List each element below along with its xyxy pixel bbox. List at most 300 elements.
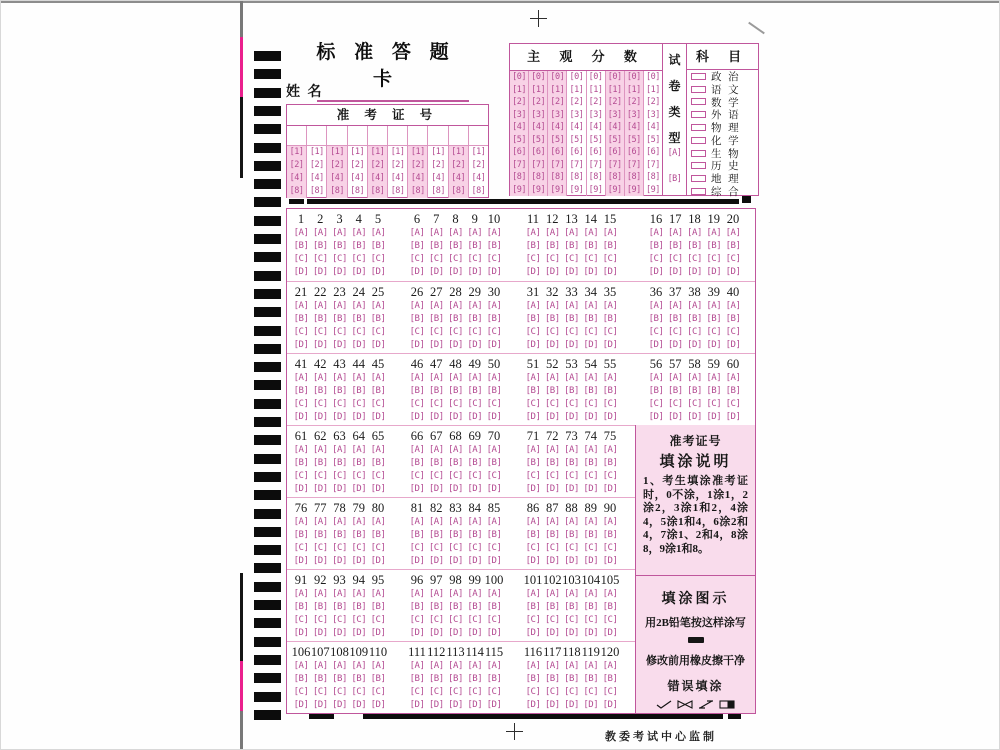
answer-bubble-b-q34[interactable]: [B] xyxy=(583,314,599,324)
answer-bubble-b-q52[interactable]: [B] xyxy=(544,386,560,396)
answer-bubble-c-q53[interactable]: [C] xyxy=(564,399,579,409)
answer-bubble-c-q76[interactable]: [C] xyxy=(293,543,309,553)
answer-bubble-b-q101[interactable]: [B] xyxy=(525,602,541,612)
answer-bubble-c-q42[interactable]: [C] xyxy=(312,399,328,409)
score-bubble[interactable]: [2] xyxy=(512,97,526,107)
answer-bubble-d-q59[interactable]: [D] xyxy=(706,412,722,422)
answer-bubble-b-q21[interactable]: [B] xyxy=(293,314,309,324)
score-bubble[interactable]: [1] xyxy=(646,84,660,95)
answer-bubble-c-q102[interactable]: [C] xyxy=(544,615,560,625)
answer-bubble-a-q6[interactable]: [A] xyxy=(409,228,425,238)
answer-bubble-a-q105[interactable]: [A] xyxy=(602,589,618,599)
answer-bubble-b-q44[interactable]: [B] xyxy=(351,386,367,396)
answer-bubble-d-q14[interactable]: [D] xyxy=(583,267,599,277)
answer-bubble-c-q15[interactable]: [C] xyxy=(602,254,618,264)
answer-bubble-c-q46[interactable]: [C] xyxy=(409,399,425,409)
answer-bubble-c-q13[interactable]: [C] xyxy=(564,254,579,264)
subject-checkbox[interactable] xyxy=(691,175,706,182)
answer-bubble-c-q80[interactable]: [C] xyxy=(370,543,386,553)
answer-bubble-a-q51[interactable]: [A] xyxy=(525,373,541,383)
answer-bubble-c-q40[interactable]: [C] xyxy=(725,327,741,337)
answer-bubble-a-q3[interactable]: [A] xyxy=(332,228,347,238)
answer-bubble-a-q99[interactable]: [A] xyxy=(467,589,483,599)
answer-bubble-c-q115[interactable]: [C] xyxy=(486,687,502,697)
answer-bubble-a-q37[interactable]: [A] xyxy=(667,301,683,311)
answer-bubble-b-q83[interactable]: [B] xyxy=(448,530,463,540)
answer-bubble-c-q109[interactable]: [C] xyxy=(351,687,367,697)
answer-bubble-a-q21[interactable]: [A] xyxy=(293,301,309,311)
answer-bubble-c-q83[interactable]: [C] xyxy=(448,543,463,553)
answer-bubble-c-q1[interactable]: [C] xyxy=(293,254,309,264)
answer-bubble-c-q10[interactable]: [C] xyxy=(486,254,502,264)
admission-bubble[interactable]: [8] xyxy=(431,186,445,196)
answer-bubble-d-q27[interactable]: [D] xyxy=(428,340,444,350)
answer-bubble-c-q71[interactable]: [C] xyxy=(525,471,541,481)
answer-bubble-a-q64[interactable]: [A] xyxy=(351,445,367,455)
answer-bubble-c-q16[interactable]: [C] xyxy=(648,254,664,264)
answer-bubble-c-q35[interactable]: [C] xyxy=(602,327,618,337)
answer-bubble-a-q67[interactable]: [A] xyxy=(428,445,444,455)
answer-bubble-c-q18[interactable]: [C] xyxy=(687,254,702,264)
answer-bubble-d-q15[interactable]: [D] xyxy=(602,267,618,277)
answer-bubble-b-q31[interactable]: [B] xyxy=(525,314,541,324)
answer-bubble-d-q73[interactable]: [D] xyxy=(564,484,579,494)
answer-bubble-d-q50[interactable]: [D] xyxy=(486,412,502,422)
admission-bubble[interactable]: [8] xyxy=(471,186,486,196)
answer-bubble-a-q5[interactable]: [A] xyxy=(370,228,386,238)
answer-bubble-d-q110[interactable]: [D] xyxy=(370,700,386,710)
answer-bubble-b-q81[interactable]: [B] xyxy=(409,530,425,540)
answer-bubble-a-q19[interactable]: [A] xyxy=(706,228,722,238)
admission-digit-cell[interactable] xyxy=(388,126,407,146)
score-bubble[interactable]: [5] xyxy=(588,134,603,145)
answer-bubble-a-q73[interactable]: [A] xyxy=(564,445,579,455)
answer-bubble-c-q12[interactable]: [C] xyxy=(544,254,560,264)
score-bubble[interactable]: [6] xyxy=(607,147,622,157)
score-bubble[interactable]: [4] xyxy=(531,122,546,132)
admission-bubble[interactable]: [4] xyxy=(390,173,405,183)
answer-bubble-a-q40[interactable]: [A] xyxy=(725,301,741,311)
answer-bubble-b-q2[interactable]: [B] xyxy=(312,241,328,251)
answer-bubble-a-q120[interactable]: [A] xyxy=(602,661,618,671)
score-bubble[interactable]: [7] xyxy=(512,159,526,170)
answer-bubble-b-q72[interactable]: [B] xyxy=(544,458,560,468)
admission-bubble[interactable]: [1] xyxy=(330,147,344,157)
answer-bubble-d-q91[interactable]: [D] xyxy=(293,628,309,638)
answer-bubble-b-q10[interactable]: [B] xyxy=(486,241,502,251)
answer-bubble-c-q96[interactable]: [C] xyxy=(409,615,425,625)
admission-bubble[interactable]: [8] xyxy=(390,186,405,196)
answer-bubble-d-q5[interactable]: [D] xyxy=(370,267,386,277)
answer-bubble-c-q106[interactable]: [C] xyxy=(293,687,309,697)
score-bubble[interactable]: [6] xyxy=(550,147,565,157)
answer-bubble-c-q7[interactable]: [C] xyxy=(428,254,444,264)
answer-bubble-d-q80[interactable]: [D] xyxy=(370,556,386,566)
answer-bubble-b-q100[interactable]: [B] xyxy=(486,602,502,612)
answer-bubble-a-q48[interactable]: [A] xyxy=(448,373,463,383)
admission-bubble[interactable]: [1] xyxy=(309,147,324,157)
admission-bubble[interactable]: [2] xyxy=(289,160,304,170)
score-bubble[interactable]: [3] xyxy=(626,109,641,120)
score-bubble[interactable]: [9] xyxy=(626,184,641,195)
answer-bubble-b-q109[interactable]: [B] xyxy=(351,674,367,684)
answer-bubble-b-q97[interactable]: [B] xyxy=(428,602,444,612)
name-input-line[interactable] xyxy=(317,100,469,102)
admission-digit-cell[interactable] xyxy=(469,126,488,146)
answer-bubble-b-q87[interactable]: [B] xyxy=(544,530,560,540)
answer-bubble-c-q37[interactable]: [C] xyxy=(667,327,683,337)
answer-bubble-a-q78[interactable]: [A] xyxy=(332,517,347,527)
score-bubble[interactable]: [1] xyxy=(626,84,641,95)
answer-bubble-d-q115[interactable]: [D] xyxy=(486,700,502,710)
answer-bubble-b-q50[interactable]: [B] xyxy=(486,386,502,396)
subject-checkbox[interactable] xyxy=(691,111,706,118)
score-bubble[interactable]: [4] xyxy=(512,122,526,132)
score-bubble[interactable]: [8] xyxy=(569,172,584,182)
answer-bubble-a-q8[interactable]: [A] xyxy=(448,228,463,238)
answer-bubble-d-q25[interactable]: [D] xyxy=(370,340,386,350)
answer-bubble-d-q57[interactable]: [D] xyxy=(667,412,683,422)
answer-bubble-a-q74[interactable]: [A] xyxy=(583,445,599,455)
answer-bubble-d-q81[interactable]: [D] xyxy=(409,556,425,566)
score-bubble[interactable]: [7] xyxy=(531,159,546,170)
answer-bubble-b-q57[interactable]: [B] xyxy=(667,386,683,396)
answer-bubble-b-q98[interactable]: [B] xyxy=(448,602,463,612)
answer-bubble-b-q106[interactable]: [B] xyxy=(293,674,309,684)
answer-bubble-b-q30[interactable]: [B] xyxy=(486,314,502,324)
answer-bubble-a-q106[interactable]: [A] xyxy=(293,661,309,671)
answer-bubble-d-q28[interactable]: [D] xyxy=(448,340,463,350)
answer-bubble-a-q7[interactable]: [A] xyxy=(428,228,444,238)
answer-bubble-d-q86[interactable]: [D] xyxy=(525,556,541,566)
answer-bubble-b-q99[interactable]: [B] xyxy=(467,602,483,612)
score-bubble[interactable]: [6] xyxy=(588,147,603,157)
answer-bubble-d-q19[interactable]: [D] xyxy=(706,267,722,277)
admission-bubble[interactable]: [2] xyxy=(471,160,486,170)
answer-bubble-d-q24[interactable]: [D] xyxy=(351,340,367,350)
answer-bubble-a-q44[interactable]: [A] xyxy=(351,373,367,383)
subject-checkbox[interactable] xyxy=(691,188,706,195)
answer-bubble-b-q39[interactable]: [B] xyxy=(706,314,722,324)
score-bubble[interactable]: [4] xyxy=(569,122,584,132)
answer-bubble-c-q19[interactable]: [C] xyxy=(706,254,722,264)
answer-bubble-d-q108[interactable]: [D] xyxy=(332,700,347,710)
answer-bubble-d-q62[interactable]: [D] xyxy=(312,484,328,494)
answer-bubble-c-q98[interactable]: [C] xyxy=(448,615,463,625)
answer-bubble-a-q98[interactable]: [A] xyxy=(448,589,463,599)
answer-bubble-b-q110[interactable]: [B] xyxy=(370,674,386,684)
answer-bubble-c-q66[interactable]: [C] xyxy=(409,471,425,481)
admission-bubble[interactable]: [8] xyxy=(451,186,466,196)
answer-bubble-a-q4[interactable]: [A] xyxy=(351,228,367,238)
answer-bubble-a-q87[interactable]: [A] xyxy=(544,517,560,527)
answer-bubble-d-q2[interactable]: [D] xyxy=(312,267,328,277)
answer-bubble-d-q90[interactable]: [D] xyxy=(602,556,618,566)
paper-type-bubble-b[interactable]: [B] xyxy=(667,174,682,184)
answer-bubble-b-q105[interactable]: [B] xyxy=(602,602,618,612)
answer-bubble-a-q12[interactable]: [A] xyxy=(544,228,560,238)
answer-bubble-a-q111[interactable]: [A] xyxy=(409,661,425,671)
answer-bubble-b-q91[interactable]: [B] xyxy=(293,602,309,612)
answer-bubble-b-q59[interactable]: [B] xyxy=(706,386,722,396)
answer-bubble-c-q82[interactable]: [C] xyxy=(428,543,444,553)
answer-bubble-c-q3[interactable]: [C] xyxy=(332,254,347,264)
score-bubble[interactable]: [7] xyxy=(569,159,584,170)
answer-bubble-a-q66[interactable]: [A] xyxy=(409,445,425,455)
score-bubble[interactable]: [1] xyxy=(588,84,603,95)
answer-bubble-c-q32[interactable]: [C] xyxy=(544,327,560,337)
answer-bubble-d-q75[interactable]: [D] xyxy=(602,484,618,494)
answer-bubble-b-q53[interactable]: [B] xyxy=(564,386,579,396)
answer-bubble-a-q69[interactable]: [A] xyxy=(467,445,483,455)
answer-bubble-a-q86[interactable]: [A] xyxy=(525,517,541,527)
answer-bubble-a-q94[interactable]: [A] xyxy=(351,589,367,599)
answer-bubble-b-q9[interactable]: [B] xyxy=(467,241,483,251)
answer-bubble-c-q57[interactable]: [C] xyxy=(667,399,683,409)
admission-bubble[interactable]: [1] xyxy=(431,147,445,157)
answer-bubble-c-q8[interactable]: [C] xyxy=(448,254,463,264)
answer-bubble-a-q60[interactable]: [A] xyxy=(725,373,741,383)
answer-bubble-d-q119[interactable]: [D] xyxy=(583,700,599,710)
answer-bubble-c-q43[interactable]: [C] xyxy=(332,399,347,409)
answer-bubble-b-q88[interactable]: [B] xyxy=(564,530,579,540)
answer-bubble-a-q9[interactable]: [A] xyxy=(467,228,483,238)
answer-bubble-d-q48[interactable]: [D] xyxy=(448,412,463,422)
answer-bubble-a-q68[interactable]: [A] xyxy=(448,445,463,455)
answer-bubble-d-q53[interactable]: [D] xyxy=(564,412,579,422)
answer-bubble-b-q41[interactable]: [B] xyxy=(293,386,309,396)
answer-bubble-d-q18[interactable]: [D] xyxy=(687,267,702,277)
answer-bubble-c-q20[interactable]: [C] xyxy=(725,254,741,264)
answer-bubble-b-q29[interactable]: [B] xyxy=(467,314,483,324)
admission-bubble[interactable]: [2] xyxy=(451,160,466,170)
answer-bubble-a-q39[interactable]: [A] xyxy=(706,301,722,311)
answer-bubble-a-q112[interactable]: [A] xyxy=(428,661,444,671)
answer-bubble-c-q94[interactable]: [C] xyxy=(351,615,367,625)
score-bubble[interactable]: [3] xyxy=(588,109,603,120)
answer-bubble-a-q11[interactable]: [A] xyxy=(525,228,541,238)
admission-digit-cell[interactable] xyxy=(348,126,367,146)
answer-bubble-d-q46[interactable]: [D] xyxy=(409,412,425,422)
admission-bubble[interactable]: [1] xyxy=(410,147,425,157)
score-bubble[interactable]: [1] xyxy=(607,84,622,95)
answer-bubble-c-q55[interactable]: [C] xyxy=(602,399,618,409)
score-bubble[interactable]: [2] xyxy=(588,97,603,107)
answer-bubble-b-q28[interactable]: [B] xyxy=(448,314,463,324)
answer-bubble-c-q21[interactable]: [C] xyxy=(293,327,309,337)
answer-bubble-d-q52[interactable]: [D] xyxy=(544,412,560,422)
answer-bubble-a-q90[interactable]: [A] xyxy=(602,517,618,527)
answer-bubble-a-q35[interactable]: [A] xyxy=(602,301,618,311)
answer-bubble-a-q85[interactable]: [A] xyxy=(486,517,502,527)
answer-bubble-a-q25[interactable]: [A] xyxy=(370,301,386,311)
answer-bubble-b-q37[interactable]: [B] xyxy=(667,314,683,324)
admission-digit-cell[interactable] xyxy=(368,126,387,146)
answer-bubble-c-q62[interactable]: [C] xyxy=(312,471,328,481)
answer-bubble-a-q62[interactable]: [A] xyxy=(312,445,328,455)
answer-bubble-b-q38[interactable]: [B] xyxy=(687,314,702,324)
answer-bubble-a-q54[interactable]: [A] xyxy=(583,373,599,383)
answer-bubble-d-q68[interactable]: [D] xyxy=(448,484,463,494)
answer-bubble-a-q24[interactable]: [A] xyxy=(351,301,367,311)
answer-bubble-d-q105[interactable]: [D] xyxy=(602,628,618,638)
answer-bubble-b-q102[interactable]: [B] xyxy=(544,602,560,612)
answer-bubble-a-q103[interactable]: [A] xyxy=(564,589,579,599)
score-bubble[interactable]: [0] xyxy=(569,72,584,82)
answer-bubble-d-q17[interactable]: [D] xyxy=(667,267,683,277)
answer-bubble-b-q43[interactable]: [B] xyxy=(332,386,347,396)
answer-bubble-c-q101[interactable]: [C] xyxy=(525,615,541,625)
answer-bubble-b-q86[interactable]: [B] xyxy=(525,530,541,540)
admission-bubble[interactable]: [4] xyxy=(350,173,365,183)
answer-bubble-c-q81[interactable]: [C] xyxy=(409,543,425,553)
answer-bubble-c-q65[interactable]: [C] xyxy=(370,471,386,481)
score-bubble[interactable]: [7] xyxy=(607,159,622,170)
answer-bubble-a-q71[interactable]: [A] xyxy=(525,445,541,455)
answer-bubble-c-q29[interactable]: [C] xyxy=(467,327,483,337)
answer-bubble-d-q4[interactable]: [D] xyxy=(351,267,367,277)
answer-bubble-d-q94[interactable]: [D] xyxy=(351,628,367,638)
answer-bubble-b-q47[interactable]: [B] xyxy=(428,386,444,396)
answer-bubble-b-q96[interactable]: [B] xyxy=(409,602,425,612)
admission-bubble[interactable]: [4] xyxy=(309,173,324,183)
answer-bubble-d-q103[interactable]: [D] xyxy=(564,628,579,638)
answer-bubble-b-q71[interactable]: [B] xyxy=(525,458,541,468)
answer-bubble-d-q54[interactable]: [D] xyxy=(583,412,599,422)
answer-bubble-d-q95[interactable]: [D] xyxy=(370,628,386,638)
score-bubble[interactable]: [5] xyxy=(512,134,526,145)
answer-bubble-d-q32[interactable]: [D] xyxy=(544,340,560,350)
answer-bubble-a-q58[interactable]: [A] xyxy=(687,373,702,383)
answer-bubble-b-q70[interactable]: [B] xyxy=(486,458,502,468)
answer-bubble-c-q54[interactable]: [C] xyxy=(583,399,599,409)
answer-bubble-b-q63[interactable]: [B] xyxy=(332,458,347,468)
score-bubble[interactable]: [0] xyxy=(531,72,546,82)
answer-bubble-a-q49[interactable]: [A] xyxy=(467,373,483,383)
admission-bubble[interactable]: [4] xyxy=(410,173,425,183)
score-bubble[interactable]: [3] xyxy=(569,109,584,120)
answer-bubble-b-q35[interactable]: [B] xyxy=(602,314,618,324)
answer-bubble-c-q45[interactable]: [C] xyxy=(370,399,386,409)
answer-bubble-b-q11[interactable]: [B] xyxy=(525,241,541,251)
answer-bubble-d-q70[interactable]: [D] xyxy=(486,484,502,494)
score-bubble[interactable]: [2] xyxy=(646,97,660,107)
answer-bubble-a-q31[interactable]: [A] xyxy=(525,301,541,311)
answer-bubble-b-q75[interactable]: [B] xyxy=(602,458,618,468)
answer-bubble-c-q59[interactable]: [C] xyxy=(706,399,722,409)
answer-bubble-a-q82[interactable]: [A] xyxy=(428,517,444,527)
answer-bubble-c-q93[interactable]: [C] xyxy=(332,615,347,625)
answer-bubble-b-q12[interactable]: [B] xyxy=(544,241,560,251)
answer-bubble-a-q77[interactable]: [A] xyxy=(312,517,328,527)
answer-bubble-b-q19[interactable]: [B] xyxy=(706,241,722,251)
answer-bubble-b-q24[interactable]: [B] xyxy=(351,314,367,324)
answer-bubble-d-q117[interactable]: [D] xyxy=(544,700,560,710)
answer-bubble-b-q36[interactable]: [B] xyxy=(648,314,664,324)
score-bubble[interactable]: [5] xyxy=(646,134,660,145)
admission-bubble[interactable]: [2] xyxy=(309,160,324,170)
answer-bubble-c-q22[interactable]: [C] xyxy=(312,327,328,337)
answer-bubble-a-q113[interactable]: [A] xyxy=(448,661,463,671)
answer-bubble-d-q82[interactable]: [D] xyxy=(428,556,444,566)
answer-bubble-b-q3[interactable]: [B] xyxy=(332,241,347,251)
answer-bubble-c-q33[interactable]: [C] xyxy=(564,327,579,337)
score-bubble[interactable]: [8] xyxy=(531,172,546,182)
score-bubble[interactable]: [0] xyxy=(512,72,526,82)
score-bubble[interactable]: [9] xyxy=(569,184,584,195)
subject-checkbox[interactable] xyxy=(691,86,706,93)
admission-bubble[interactable]: [8] xyxy=(410,186,425,196)
answer-bubble-d-q61[interactable]: [D] xyxy=(293,484,309,494)
answer-bubble-d-q69[interactable]: [D] xyxy=(467,484,483,494)
score-bubble[interactable]: [3] xyxy=(531,109,546,120)
answer-bubble-b-q95[interactable]: [B] xyxy=(370,602,386,612)
answer-bubble-d-q92[interactable]: [D] xyxy=(312,628,328,638)
score-bubble[interactable]: [1] xyxy=(550,84,565,95)
answer-bubble-c-q6[interactable]: [C] xyxy=(409,254,425,264)
answer-bubble-b-q60[interactable]: [B] xyxy=(725,386,741,396)
answer-bubble-a-q45[interactable]: [A] xyxy=(370,373,386,383)
answer-bubble-a-q50[interactable]: [A] xyxy=(486,373,502,383)
answer-bubble-d-q74[interactable]: [D] xyxy=(583,484,599,494)
answer-bubble-a-q28[interactable]: [A] xyxy=(448,301,463,311)
answer-bubble-b-q112[interactable]: [B] xyxy=(428,674,444,684)
answer-bubble-a-q32[interactable]: [A] xyxy=(544,301,560,311)
answer-bubble-d-q20[interactable]: [D] xyxy=(725,267,741,277)
answer-bubble-b-q13[interactable]: [B] xyxy=(564,241,579,251)
admission-bubble[interactable]: [1] xyxy=(390,147,405,157)
admission-bubble[interactable]: [1] xyxy=(451,147,466,157)
answer-bubble-c-q79[interactable]: [C] xyxy=(351,543,367,553)
answer-bubble-b-q23[interactable]: [B] xyxy=(332,314,347,324)
answer-bubble-c-q74[interactable]: [C] xyxy=(583,471,599,481)
answer-bubble-b-q92[interactable]: [B] xyxy=(312,602,328,612)
admission-bubble[interactable]: [2] xyxy=(370,160,385,170)
admission-bubble[interactable]: [8] xyxy=(350,186,365,196)
answer-bubble-a-q52[interactable]: [A] xyxy=(544,373,560,383)
answer-bubble-b-q114[interactable]: [B] xyxy=(467,674,483,684)
score-bubble[interactable]: [6] xyxy=(531,147,546,157)
answer-bubble-d-q72[interactable]: [D] xyxy=(544,484,560,494)
answer-bubble-c-q77[interactable]: [C] xyxy=(312,543,328,553)
answer-bubble-c-q48[interactable]: [C] xyxy=(448,399,463,409)
answer-bubble-d-q77[interactable]: [D] xyxy=(312,556,328,566)
answer-bubble-d-q1[interactable]: [D] xyxy=(293,267,309,277)
answer-bubble-d-q26[interactable]: [D] xyxy=(409,340,425,350)
subject-checkbox[interactable] xyxy=(691,150,706,157)
answer-bubble-c-q36[interactable]: [C] xyxy=(648,327,664,337)
admission-bubble[interactable]: [2] xyxy=(350,160,365,170)
answer-bubble-d-q97[interactable]: [D] xyxy=(428,628,444,638)
answer-bubble-d-q100[interactable]: [D] xyxy=(486,628,502,638)
answer-bubble-b-q103[interactable]: [B] xyxy=(564,602,579,612)
answer-bubble-c-q17[interactable]: [C] xyxy=(667,254,683,264)
answer-bubble-a-q27[interactable]: [A] xyxy=(428,301,444,311)
answer-bubble-a-q47[interactable]: [A] xyxy=(428,373,444,383)
answer-bubble-c-q84[interactable]: [C] xyxy=(467,543,483,553)
answer-bubble-a-q80[interactable]: [A] xyxy=(370,517,386,527)
answer-bubble-c-q25[interactable]: [C] xyxy=(370,327,386,337)
score-bubble[interactable]: [9] xyxy=(531,184,546,195)
answer-bubble-d-q31[interactable]: [D] xyxy=(525,340,541,350)
answer-bubble-a-q92[interactable]: [A] xyxy=(312,589,328,599)
answer-bubble-a-q59[interactable]: [A] xyxy=(706,373,722,383)
answer-bubble-b-q32[interactable]: [B] xyxy=(544,314,560,324)
answer-bubble-d-q10[interactable]: [D] xyxy=(486,267,502,277)
answer-bubble-d-q65[interactable]: [D] xyxy=(370,484,386,494)
answer-bubble-c-q112[interactable]: [C] xyxy=(428,687,444,697)
answer-bubble-a-q15[interactable]: [A] xyxy=(602,228,618,238)
